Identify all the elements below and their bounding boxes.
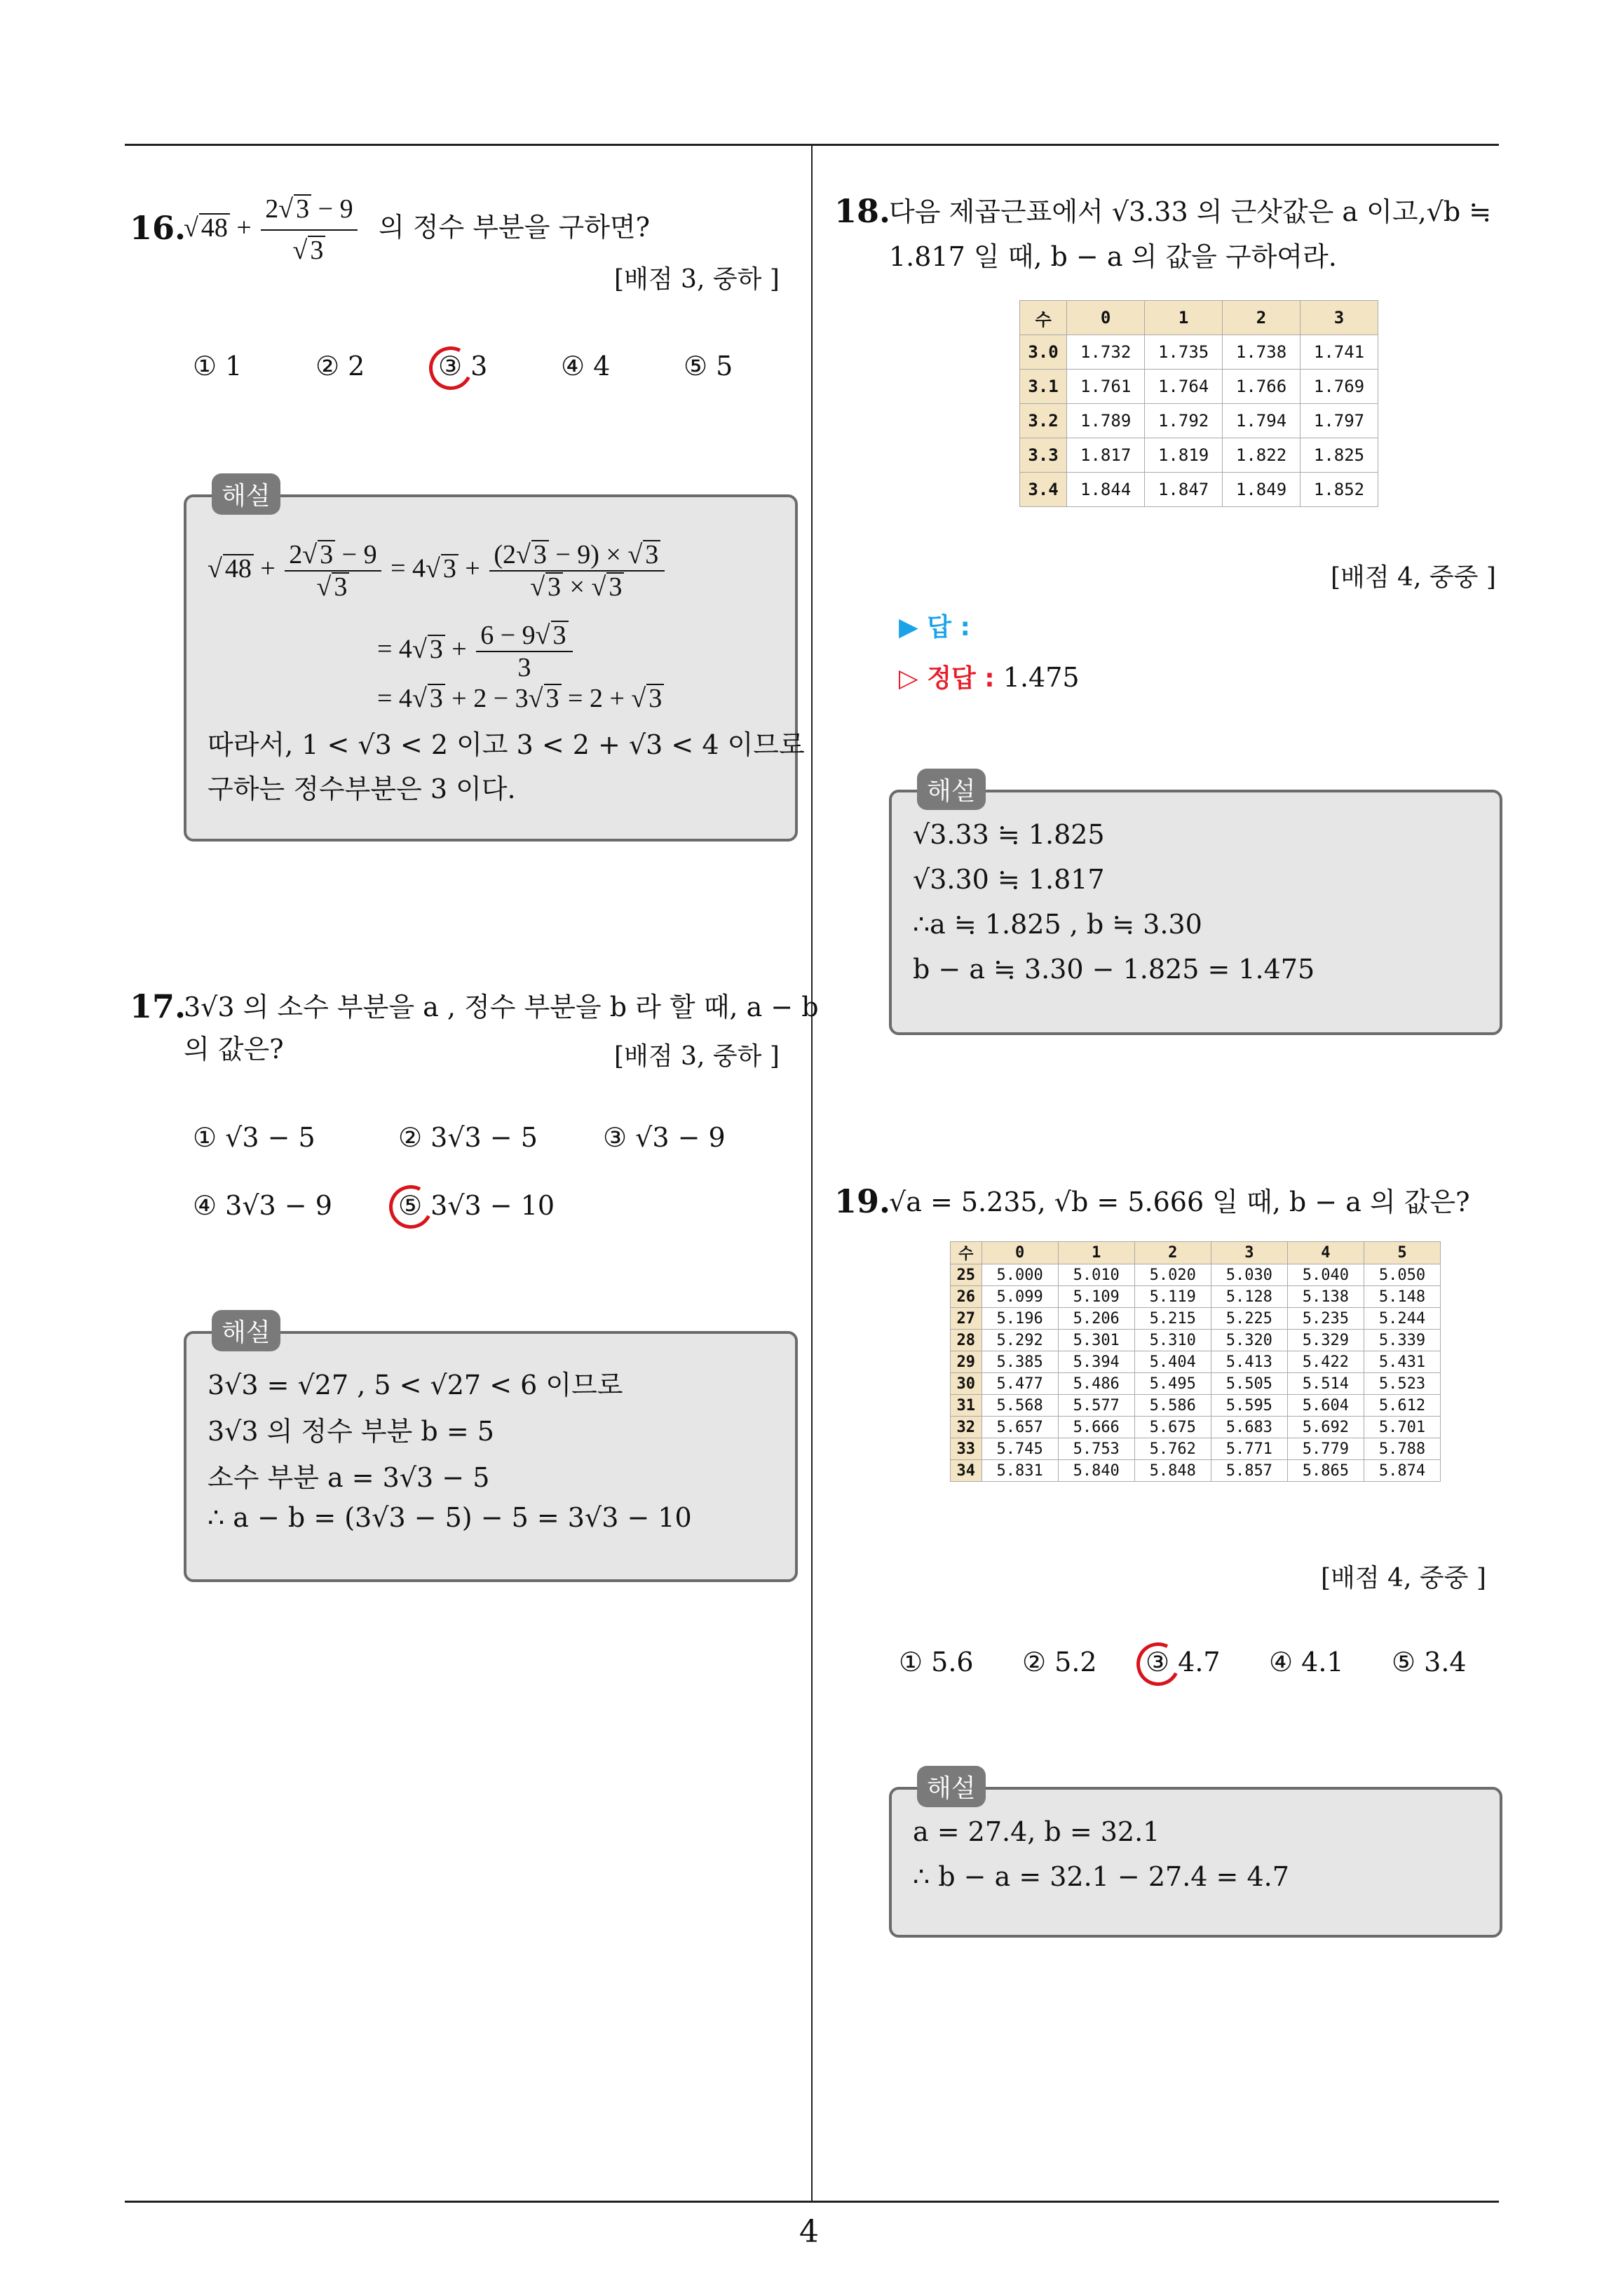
q17-number: 17. (130, 987, 186, 1025)
table-cell: 5.604 (1287, 1395, 1364, 1417)
q18-correct-row (899, 658, 1080, 698)
q16-question-text: 의 정수 부분을 구하면? (379, 212, 650, 243)
table-cell: 1.738 (1223, 335, 1301, 370)
table-header-cell: 5 (1364, 1242, 1440, 1264)
table-row-label: 3.4 (1020, 473, 1067, 507)
q16-solution-conclusion-1: 따라서, 1 < √3 < 2 이고 3 < 2 + √3 < 4 이므로 (208, 729, 805, 760)
table-cell: 5.422 (1287, 1351, 1364, 1373)
table-cell: 5.831 (982, 1460, 1058, 1482)
q17-question-line2: 의 값은? (184, 1034, 284, 1065)
q16-choice-2[interactable]: ② 2 (315, 351, 365, 381)
table-cell: 5.329 (1287, 1330, 1364, 1351)
table-header-cell: 0 (982, 1242, 1058, 1264)
table-header-cell: 2 (1134, 1242, 1211, 1264)
table-cell: 1.766 (1223, 370, 1301, 404)
table-header-cell: 4 (1287, 1242, 1364, 1264)
q16-solution-conclusion-2: 구하는 정수부분은 3 이다. (208, 774, 516, 804)
q17-solution-title: 해설 (212, 1310, 280, 1351)
table-cell: 5.244 (1364, 1308, 1440, 1330)
table-cell: 1.847 (1145, 473, 1223, 507)
q16-answer-mark (423, 341, 478, 396)
q18-solution-title: 해설 (917, 769, 986, 810)
table-header-cell: 수 (1020, 301, 1067, 335)
q17-score: [배점 3, 중하 ] (614, 1042, 780, 1071)
q16-score: [배점 3, 중하 ] (614, 265, 780, 294)
table-cell: 1.797 (1301, 404, 1378, 438)
table-cell: 5.675 (1134, 1417, 1211, 1438)
table-header-cell: 1 (1058, 1242, 1134, 1264)
table-cell: 5.657 (982, 1417, 1058, 1438)
table-cell: 5.477 (982, 1373, 1058, 1395)
table-row (951, 1373, 1441, 1395)
table-header-cell: 0 (1067, 301, 1145, 335)
q19-solution-title: 해설 (917, 1766, 986, 1807)
q16-choice-3[interactable]: ③ 3 (438, 351, 488, 381)
table-row (951, 1395, 1441, 1417)
q16-choice-4[interactable]: ④ 4 (561, 351, 611, 381)
table-header-cell: 3 (1301, 301, 1378, 335)
table-cell: 1.849 (1223, 473, 1301, 507)
q18-question-line1: 다음 제곱근표에서 √3.33 의 근삿값은 a 이고,√b ≒ (889, 196, 1492, 227)
q17-choice-2[interactable]: ② 3√3 − 5 (398, 1122, 538, 1153)
bottom-rule (125, 2201, 1499, 2203)
table-row-label: 3.2 (1020, 404, 1067, 438)
q16-solution-step1: √ 48 + 2√ 3 − 9 √ 3 = 4√ 3 + (2√ 3 − 9) × √ 3 √ 3 × √ 3 (208, 539, 667, 602)
q19-choice-5[interactable]: ⑤ 3.4 (1392, 1647, 1467, 1677)
table-row (951, 1438, 1441, 1460)
table-row-label: 29 (951, 1351, 982, 1373)
q18-correct-value: 1.475 (1003, 662, 1080, 693)
table-cell: 5.586 (1134, 1395, 1211, 1417)
table-header-row (1020, 301, 1378, 335)
q18-solution-box (889, 777, 1502, 1035)
table-cell: 5.040 (1287, 1264, 1364, 1286)
q17-choice-1[interactable]: ① √3 − 5 (193, 1122, 315, 1153)
q19-score: [배점 4, 중중 ] (1321, 1564, 1486, 1593)
q19-choice-1[interactable]: ① 5.6 (899, 1647, 974, 1677)
table-cell: 1.735 (1145, 335, 1223, 370)
table-cell: 5.320 (1211, 1330, 1287, 1351)
table-cell: 5.523 (1364, 1373, 1440, 1395)
q18-solution-line2: √3.30 ≒ 1.817 (913, 864, 1105, 895)
q18-square-root-table (1019, 300, 1378, 507)
table-cell: 1.741 (1301, 335, 1378, 370)
table-cell: 5.050 (1364, 1264, 1440, 1286)
table-cell: 5.666 (1058, 1417, 1134, 1438)
table-cell: 1.794 (1223, 404, 1301, 438)
table-cell: 5.692 (1287, 1417, 1364, 1438)
q19-choice-3[interactable]: ③ 4.7 (1146, 1647, 1221, 1677)
table-cell: 5.857 (1211, 1460, 1287, 1482)
table-row (1020, 370, 1378, 404)
table-cell: 5.138 (1287, 1286, 1364, 1308)
table-cell: 5.701 (1364, 1417, 1440, 1438)
table-row-label: 26 (951, 1286, 982, 1308)
table-cell: 5.010 (1058, 1264, 1134, 1286)
q17-solution-line2: 3√3 의 정수 부분 b = 5 (208, 1416, 494, 1447)
table-cell: 5.514 (1287, 1373, 1364, 1395)
table-cell: 5.099 (982, 1286, 1058, 1308)
q19-square-root-table (950, 1241, 1441, 1482)
q17-answer-mark (383, 1180, 438, 1234)
table-row (1020, 473, 1378, 507)
table-cell: 1.761 (1067, 370, 1145, 404)
table-row-label: 31 (951, 1395, 982, 1417)
table-cell: 1.817 (1067, 438, 1145, 473)
q19-answer-mark (1131, 1637, 1186, 1691)
table-row-label: 3.1 (1020, 370, 1067, 404)
table-row-label: 34 (951, 1460, 982, 1482)
q18-number: 18. (834, 192, 891, 230)
table-cell: 5.788 (1364, 1438, 1440, 1460)
q19-solution-box (889, 1774, 1502, 1938)
column-divider (811, 144, 813, 2202)
q16-choice-1[interactable]: ① 1 (193, 351, 243, 381)
q19-question-text: √a = 5.235, √b = 5.666 일 때, b − a 의 값은? (889, 1187, 1470, 1217)
table-cell: 5.196 (982, 1308, 1058, 1330)
table-cell: 5.762 (1134, 1438, 1211, 1460)
table-cell: 1.769 (1301, 370, 1378, 404)
table-row (951, 1417, 1441, 1438)
q16-number: 16. (130, 209, 186, 247)
q16-solution-box (184, 482, 805, 842)
table-cell: 1.764 (1145, 370, 1223, 404)
table-cell: 1.789 (1067, 404, 1145, 438)
q17-solution-line3: 소수 부분 a = 3√3 − 5 (208, 1462, 490, 1493)
table-cell: 5.020 (1134, 1264, 1211, 1286)
table-row (951, 1351, 1441, 1373)
table-header-cell: 수 (951, 1242, 982, 1264)
table-cell: 5.235 (1287, 1308, 1364, 1330)
table-cell: 5.109 (1058, 1286, 1134, 1308)
q16-solution-title: 해설 (212, 473, 280, 515)
q17-solution-line4: ∴ a − b = (3√3 − 5) − 5 = 3√3 − 10 (208, 1502, 692, 1533)
table-cell: 5.404 (1134, 1351, 1211, 1373)
table-cell: 5.301 (1058, 1330, 1134, 1351)
table-row-label: 28 (951, 1330, 982, 1351)
table-cell: 1.822 (1223, 438, 1301, 473)
table-row-label: 25 (951, 1264, 982, 1286)
table-cell: 5.848 (1134, 1460, 1211, 1482)
table-row-label: 32 (951, 1417, 982, 1438)
q18-question-line2: 1.817 일 때, b − a 의 값을 구하여라. (889, 241, 1337, 272)
q16-solution-step2: = 4√ 3 + $\frac{6 - 9√ 3}{3}$ (377, 620, 576, 683)
table-header-cell: 3 (1211, 1242, 1287, 1264)
table-cell: 5.495 (1134, 1373, 1211, 1395)
table-cell: 5.865 (1287, 1460, 1364, 1482)
table-cell: 5.771 (1211, 1438, 1287, 1460)
table-cell: 5.339 (1364, 1330, 1440, 1351)
table-row-label: 30 (951, 1373, 982, 1395)
table-row-label: 3.0 (1020, 335, 1067, 370)
table-row-label: 3.3 (1020, 438, 1067, 473)
table-header-row (951, 1242, 1441, 1264)
table-cell: 5.206 (1058, 1308, 1134, 1330)
q18-answer-label: ▶ 답 : (899, 613, 970, 642)
table-cell: 5.413 (1211, 1351, 1287, 1373)
table-cell: 5.292 (982, 1330, 1058, 1351)
table-row (951, 1264, 1441, 1286)
q19-number: 19. (834, 1182, 891, 1220)
table-cell: 5.505 (1211, 1373, 1287, 1395)
table-cell: 5.595 (1211, 1395, 1287, 1417)
table-cell: 1.825 (1301, 438, 1378, 473)
q17-choice-4[interactable]: ④ 3√3 − 9 (193, 1190, 332, 1221)
q19-choice-2[interactable]: ② 5.2 (1022, 1647, 1097, 1677)
table-cell: 5.577 (1058, 1395, 1134, 1417)
table-cell: 5.030 (1211, 1264, 1287, 1286)
table-cell: 1.792 (1145, 404, 1223, 438)
table-cell: 5.745 (982, 1438, 1058, 1460)
table-row (1020, 335, 1378, 370)
q18-solution-line1: √3.33 ≒ 1.825 (913, 819, 1105, 850)
table-row (951, 1330, 1441, 1351)
table-header-cell: 2 (1223, 301, 1301, 335)
table-cell: 5.431 (1364, 1351, 1440, 1373)
q17-choice-3[interactable]: ③ √3 − 9 (603, 1122, 726, 1153)
q19-choice-4[interactable]: ④ 4.1 (1269, 1647, 1344, 1677)
table-cell: 5.225 (1211, 1308, 1287, 1330)
q18-solution-line3: ∴a ≒ 1.825 , b ≒ 3.30 (913, 909, 1202, 940)
table-cell: 5.612 (1364, 1395, 1440, 1417)
table-cell: 5.119 (1134, 1286, 1211, 1308)
q17-solution-box (184, 1318, 798, 1582)
q18-score: [배점 4, 중중 ] (1331, 563, 1496, 592)
table-row (951, 1286, 1441, 1308)
table-cell: 1.819 (1145, 438, 1223, 473)
q17-solution-line1: 3√3 = √27 , 5 < √27 < 6 이므로 (208, 1370, 623, 1400)
table-cell: 5.779 (1287, 1438, 1364, 1460)
table-cell: 5.128 (1211, 1286, 1287, 1308)
table-cell: 5.215 (1134, 1308, 1211, 1330)
table-cell: 5.310 (1134, 1330, 1211, 1351)
table-cell: 5.753 (1058, 1438, 1134, 1460)
table-row (951, 1460, 1441, 1482)
table-cell: 5.874 (1364, 1460, 1440, 1482)
q17-question-line1: 3√3 의 소수 부분을 a , 정수 부분을 b 라 할 때, a − b (184, 992, 819, 1022)
table-cell: 1.844 (1067, 473, 1145, 507)
table-cell: 5.000 (982, 1264, 1058, 1286)
q18-solution-line4: b − a ≒ 3.30 − 1.825 = 1.475 (913, 954, 1315, 985)
q16-expression: √ 48 + 2√ 3 − 9 √ 3 (184, 189, 360, 271)
q19-solution-line2: ∴ b − a = 32.1 − 27.4 = 4.7 (913, 1861, 1289, 1892)
page-number: 4 (799, 2214, 819, 2250)
q17-choice-5[interactable]: ⑤ 3√3 − 10 (398, 1190, 555, 1221)
table-cell: 5.840 (1058, 1460, 1134, 1482)
table-cell: 5.385 (982, 1351, 1058, 1373)
table-header-cell: 1 (1145, 301, 1223, 335)
table-row-label: 27 (951, 1308, 982, 1330)
table-row (1020, 404, 1378, 438)
q16-choice-5[interactable]: ⑤ 5 (684, 351, 733, 381)
table-row-label: 33 (951, 1438, 982, 1460)
table-cell: 1.732 (1067, 335, 1145, 370)
table-cell: 5.683 (1211, 1417, 1287, 1438)
table-cell: 5.394 (1058, 1351, 1134, 1373)
table-cell: 1.852 (1301, 473, 1378, 507)
table-cell: 5.148 (1364, 1286, 1440, 1308)
table-row (951, 1308, 1441, 1330)
table-row (1020, 438, 1378, 473)
q19-solution-line1: a = 27.4, b = 32.1 (913, 1816, 1160, 1847)
table-cell: 5.486 (1058, 1373, 1134, 1395)
q16-solution-step3: = 4√ 3 + 2 − 3√ 3 = 2 + √ 3 (377, 683, 664, 714)
q18-correct-label: ▷ 정답 : (899, 664, 995, 693)
table-cell: 5.568 (982, 1395, 1058, 1417)
